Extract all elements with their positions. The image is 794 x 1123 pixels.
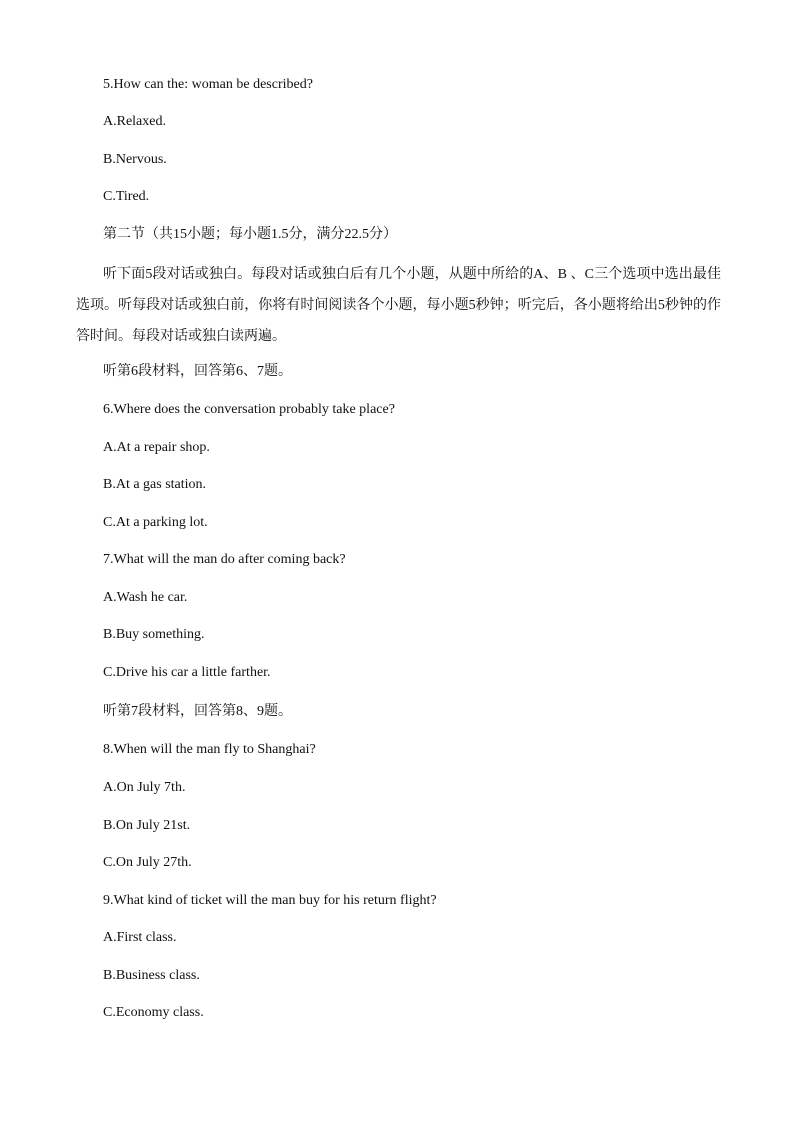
q9-question: 9.What kind of ticket will the man buy for his return flight?: [103, 893, 437, 908]
q8-question: 8.When will the man fly to Shanghai?: [103, 742, 316, 757]
q6-option-b: B.At a gas station.: [103, 477, 207, 492]
q9-option-a: A.First class.: [103, 930, 177, 945]
q7-option-c: C.Drive his car a little farther.: [103, 665, 271, 680]
q7-option-a: A.Wash he car.: [103, 590, 188, 605]
passage6-intro: 听第6段材料，回答第6、7题。: [103, 364, 292, 379]
q6-question: 6.Where does the conversation probably take place?: [103, 402, 395, 417]
q5-option-b: B.Nervous.: [103, 152, 167, 167]
q5-option-c: C.Tired.: [103, 189, 150, 204]
q9-option-c: C.Economy class.: [103, 1005, 204, 1020]
q8-option-c: C.On July 27th.: [103, 855, 192, 870]
section2-instructions: 听下面5段对话或独白。每段对话或独白后有几个小题，从题中所给的A、B 、C三个选项中选出最佳选项。听每段对话或独白前，你将有时间阅读各个小题，每小题5秒钟；听完后，各小题将给出5秒钟的作答时间。每段对话或独白读两遍。: [76, 267, 721, 344]
q5-question: 5.How can the: woman be described?: [103, 77, 313, 92]
q7-question: 7.What will the man do after coming back?: [103, 552, 346, 567]
q8-option-a: A.On July 7th.: [103, 780, 186, 795]
q6-option-a: A.At a repair shop.: [103, 440, 210, 455]
q5-option-a: A.Relaxed.: [103, 114, 166, 129]
q9-option-b: B.Business class.: [103, 968, 200, 983]
q8-option-b: B.On July 21st.: [103, 818, 191, 833]
q7-option-b: B.Buy something.: [103, 627, 205, 642]
passage7-intro: 听第7段材料，回答第8、9题。: [103, 704, 292, 719]
section2-heading: 第二节（共15小题；每小题1.5分，满分22.5分）: [103, 227, 397, 242]
q6-option-c: C.At a parking lot.: [103, 515, 208, 530]
